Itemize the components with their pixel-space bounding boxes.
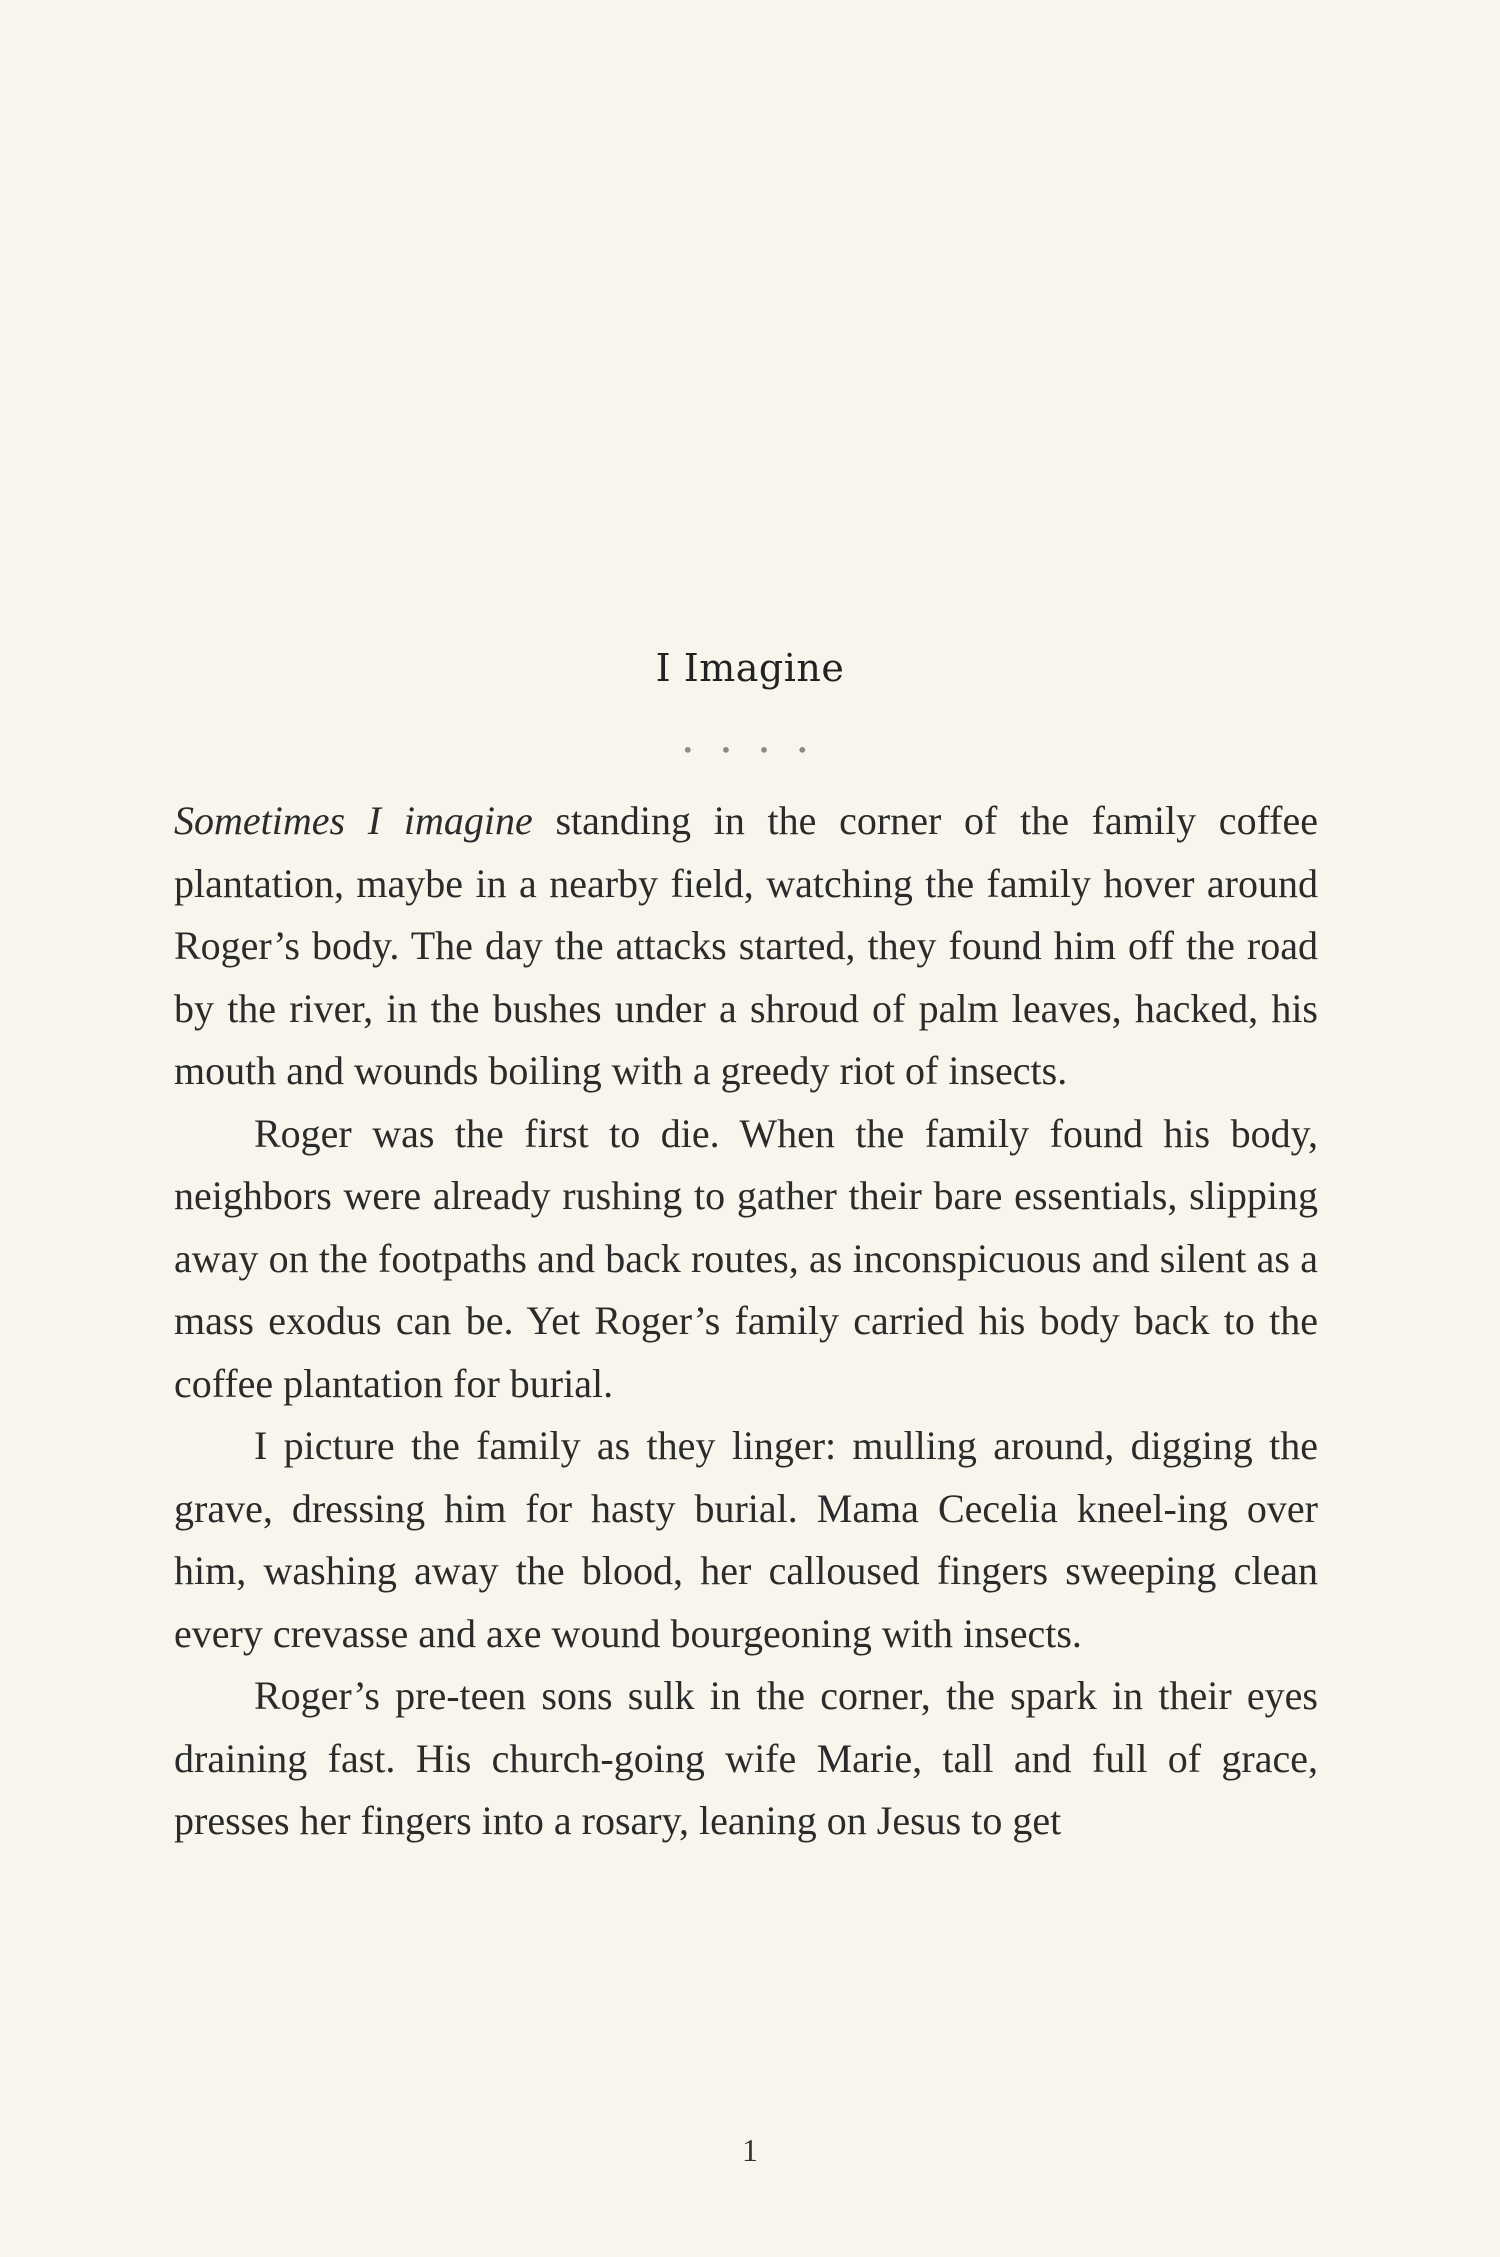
body-text bbox=[174, 790, 1318, 1853]
paragraph-4: Roger’s pre-teen sons sulk in the corner, the spark in their eyes draining fast. His church-going wife Marie, tall and full of grace, presses her fingers into a rosary, leaning on Jesus to get bbox=[174, 1673, 1318, 1843]
page-number: 1 bbox=[742, 2132, 758, 2168]
paragraph-3: I picture the family as they linger: mulling around, digging the grave, dressing him for hasty burial. Mama Cecelia kneel-ing over him, washing away the blood, her calloused fingers sweeping clean every crevasse and axe wound bourgeoning with insects. bbox=[174, 1423, 1318, 1656]
chapter-title: I Imagine bbox=[655, 646, 845, 690]
paragraph-1-italic-lead: Sometimes I imagine bbox=[174, 798, 533, 843]
paragraph-1 bbox=[174, 790, 1318, 1103]
paragraph-1-text: standing in the corner of the family coffee plantation, maybe in a nearby field, watching the family hover around Roger’s body. The day the attacks started, they found him off the road by the river, in the bushes under a shroud of palm leaves, hacked, his mouth and wounds boiling with a greedy riot of insects. bbox=[174, 798, 1318, 1093]
section-ornament: • • • • bbox=[681, 738, 819, 762]
paragraph-2: Roger was the first to die. When the family found his body, neighbors were already rushing to gather their bare essentials, slipping away on the footpaths and back routes, as inconspicuous and silent as a mass exodus can be. Yet Roger’s family carried his body back to the coffee plantation for burial. bbox=[174, 1110, 1318, 1406]
